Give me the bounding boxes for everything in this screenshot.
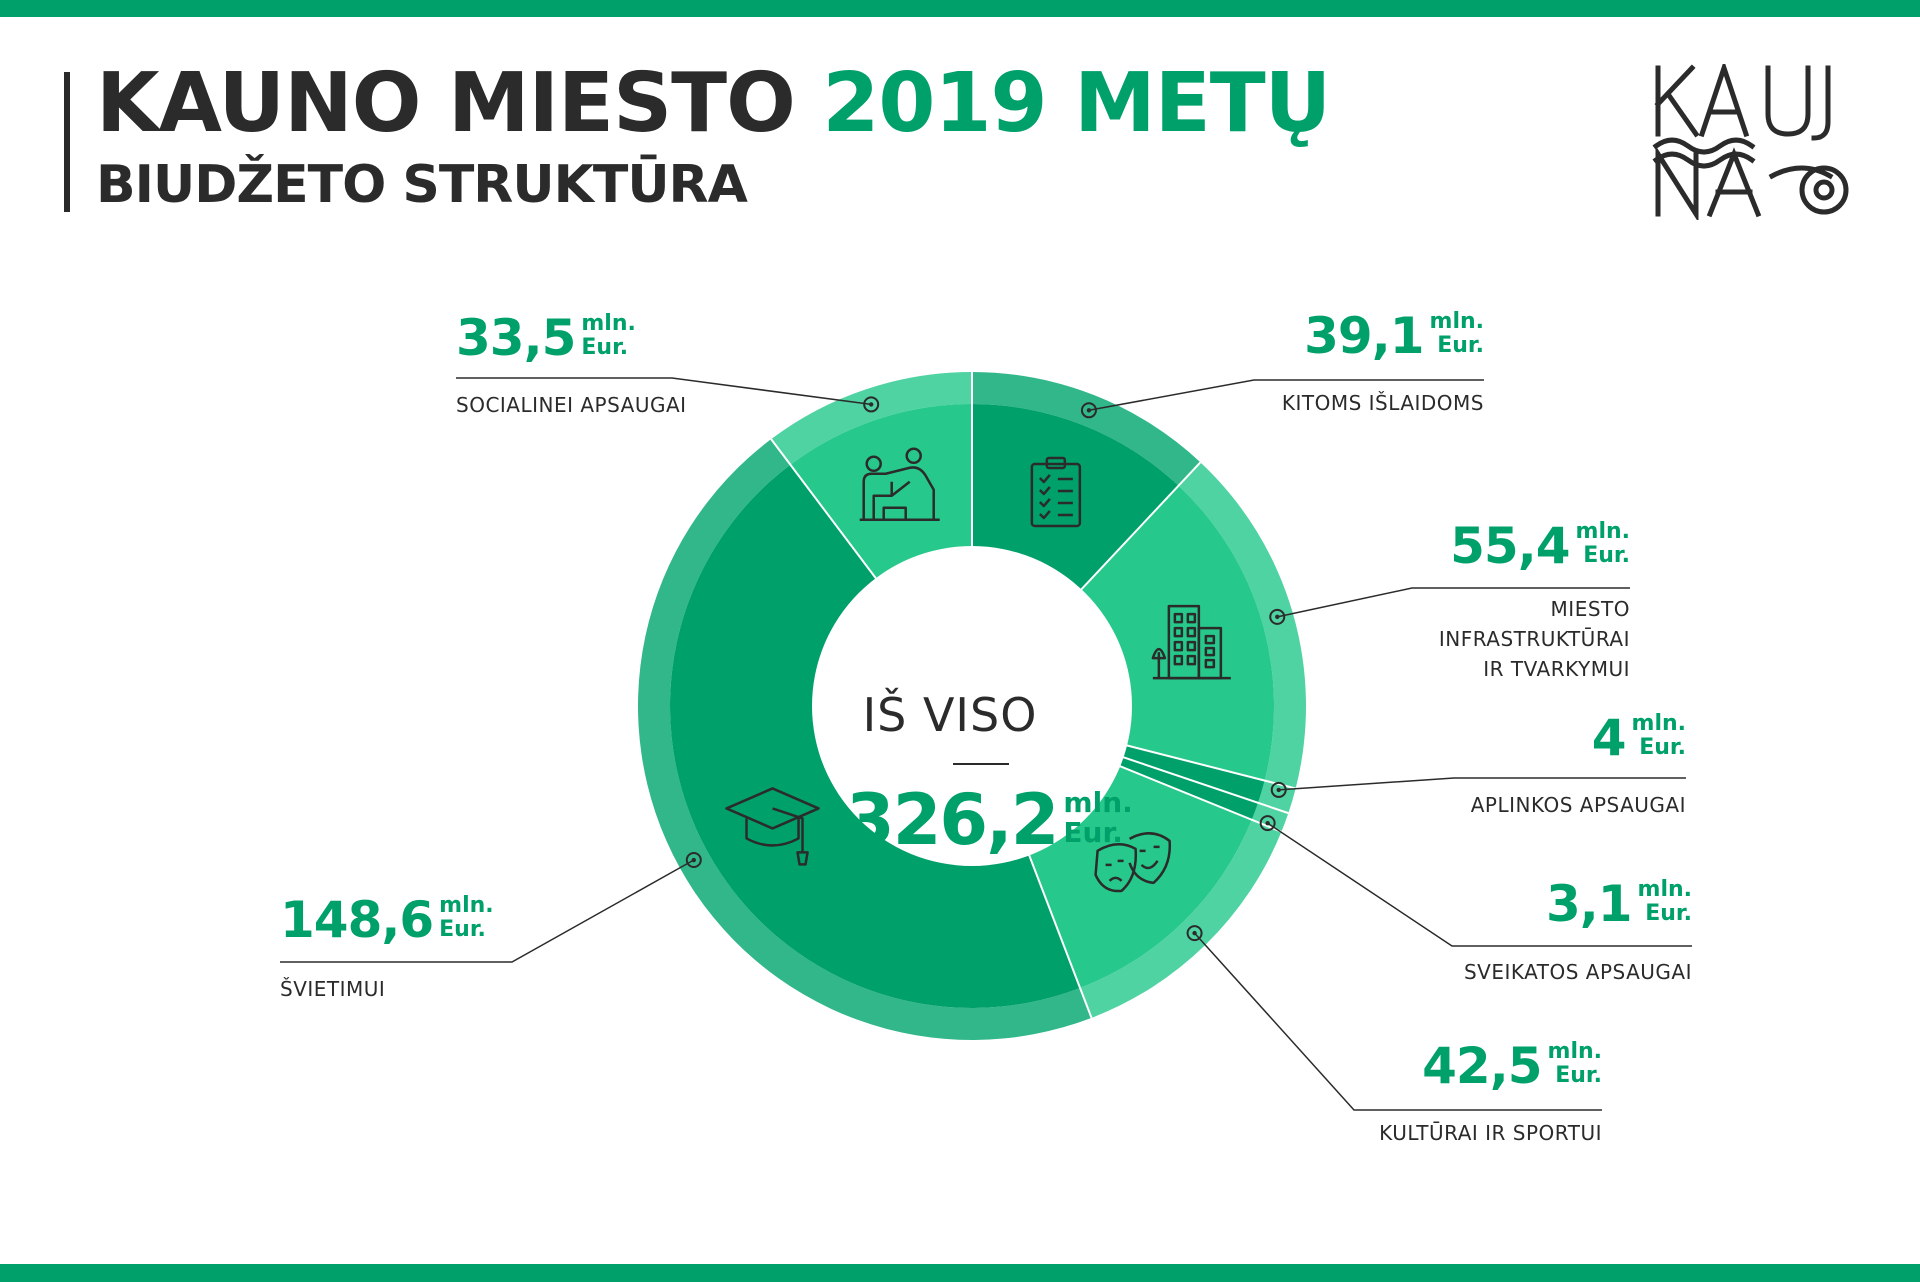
- center-total: [846, 780, 1133, 860]
- callout-number: 55,4: [1450, 517, 1570, 575]
- callout-label: SOCIALINEI APSAUGAI: [456, 393, 687, 417]
- callout-1: [1439, 518, 1630, 684]
- callout-label: KITOMS IŠLAIDOMS: [1281, 391, 1484, 415]
- callout-2: [1471, 710, 1686, 820]
- callout-value: [1282, 308, 1484, 364]
- callout-value: [1439, 518, 1630, 574]
- callout-value: [1379, 1038, 1602, 1094]
- center-total-number: 326,2: [846, 779, 1058, 861]
- callout-3: [1464, 876, 1692, 987]
- callout-label: KULTŪRAI IR SPORTUI: [1379, 1121, 1602, 1145]
- callout-label: SVEIKATOS APSAUGAI: [1463, 960, 1692, 984]
- leader-dot-core-5: [692, 858, 696, 862]
- leader-dot-core-3: [1265, 821, 1269, 825]
- callout-number: 39,1: [1304, 307, 1424, 365]
- callout-value: [280, 892, 494, 948]
- callout-unit: mln. Eur.: [581, 311, 636, 360]
- callout-number: 33,5: [456, 309, 576, 367]
- leader-dot-core-6: [869, 402, 873, 406]
- center-label: IŠ VISO: [862, 688, 1038, 742]
- center-rule: [953, 763, 1009, 765]
- leader-dot-core-0: [1087, 408, 1091, 412]
- title-accent: 2019 METŲ: [822, 56, 1331, 151]
- callout-unit: mln. Eur.: [1637, 877, 1692, 926]
- callout-label: ŠVIETIMUI: [280, 977, 386, 1001]
- callout-unit: mln. Eur.: [1575, 519, 1630, 568]
- callout-4: [1379, 1038, 1602, 1148]
- callout-unit: mln. Eur.: [439, 893, 494, 942]
- callout-value: [1471, 710, 1686, 766]
- callout-label: MIESTO INFRASTRUKTŪRAI IR TVARKYMUI: [1438, 597, 1630, 681]
- callout-0: [1282, 308, 1484, 418]
- callout-number: 148,6: [280, 891, 434, 949]
- callout-label: APLINKOS APSAUGAI: [1470, 793, 1686, 817]
- callout-6: [456, 310, 687, 420]
- callout-value: [456, 310, 687, 366]
- leader-dot-core-1: [1275, 615, 1279, 619]
- callout-value: [1464, 876, 1692, 932]
- callout-unit: mln. Eur.: [1631, 711, 1686, 760]
- leader-dot-core-4: [1192, 931, 1196, 935]
- callout-number: 4: [1591, 709, 1626, 767]
- callout-5: [280, 892, 494, 1004]
- leader-dot-core-2: [1277, 788, 1281, 792]
- callout-number: 3,1: [1545, 875, 1632, 933]
- callout-unit: mln. Eur.: [1547, 1039, 1602, 1088]
- title-dark: KAUNO MIESTO: [96, 56, 795, 151]
- callout-unit: mln. Eur.: [1429, 309, 1484, 358]
- callout-number: 42,5: [1422, 1037, 1542, 1095]
- center-total-unit: mln. Eur.: [1063, 786, 1133, 849]
- title-line-2: BIUDŽETO STRUKTŪRA: [96, 155, 747, 215]
